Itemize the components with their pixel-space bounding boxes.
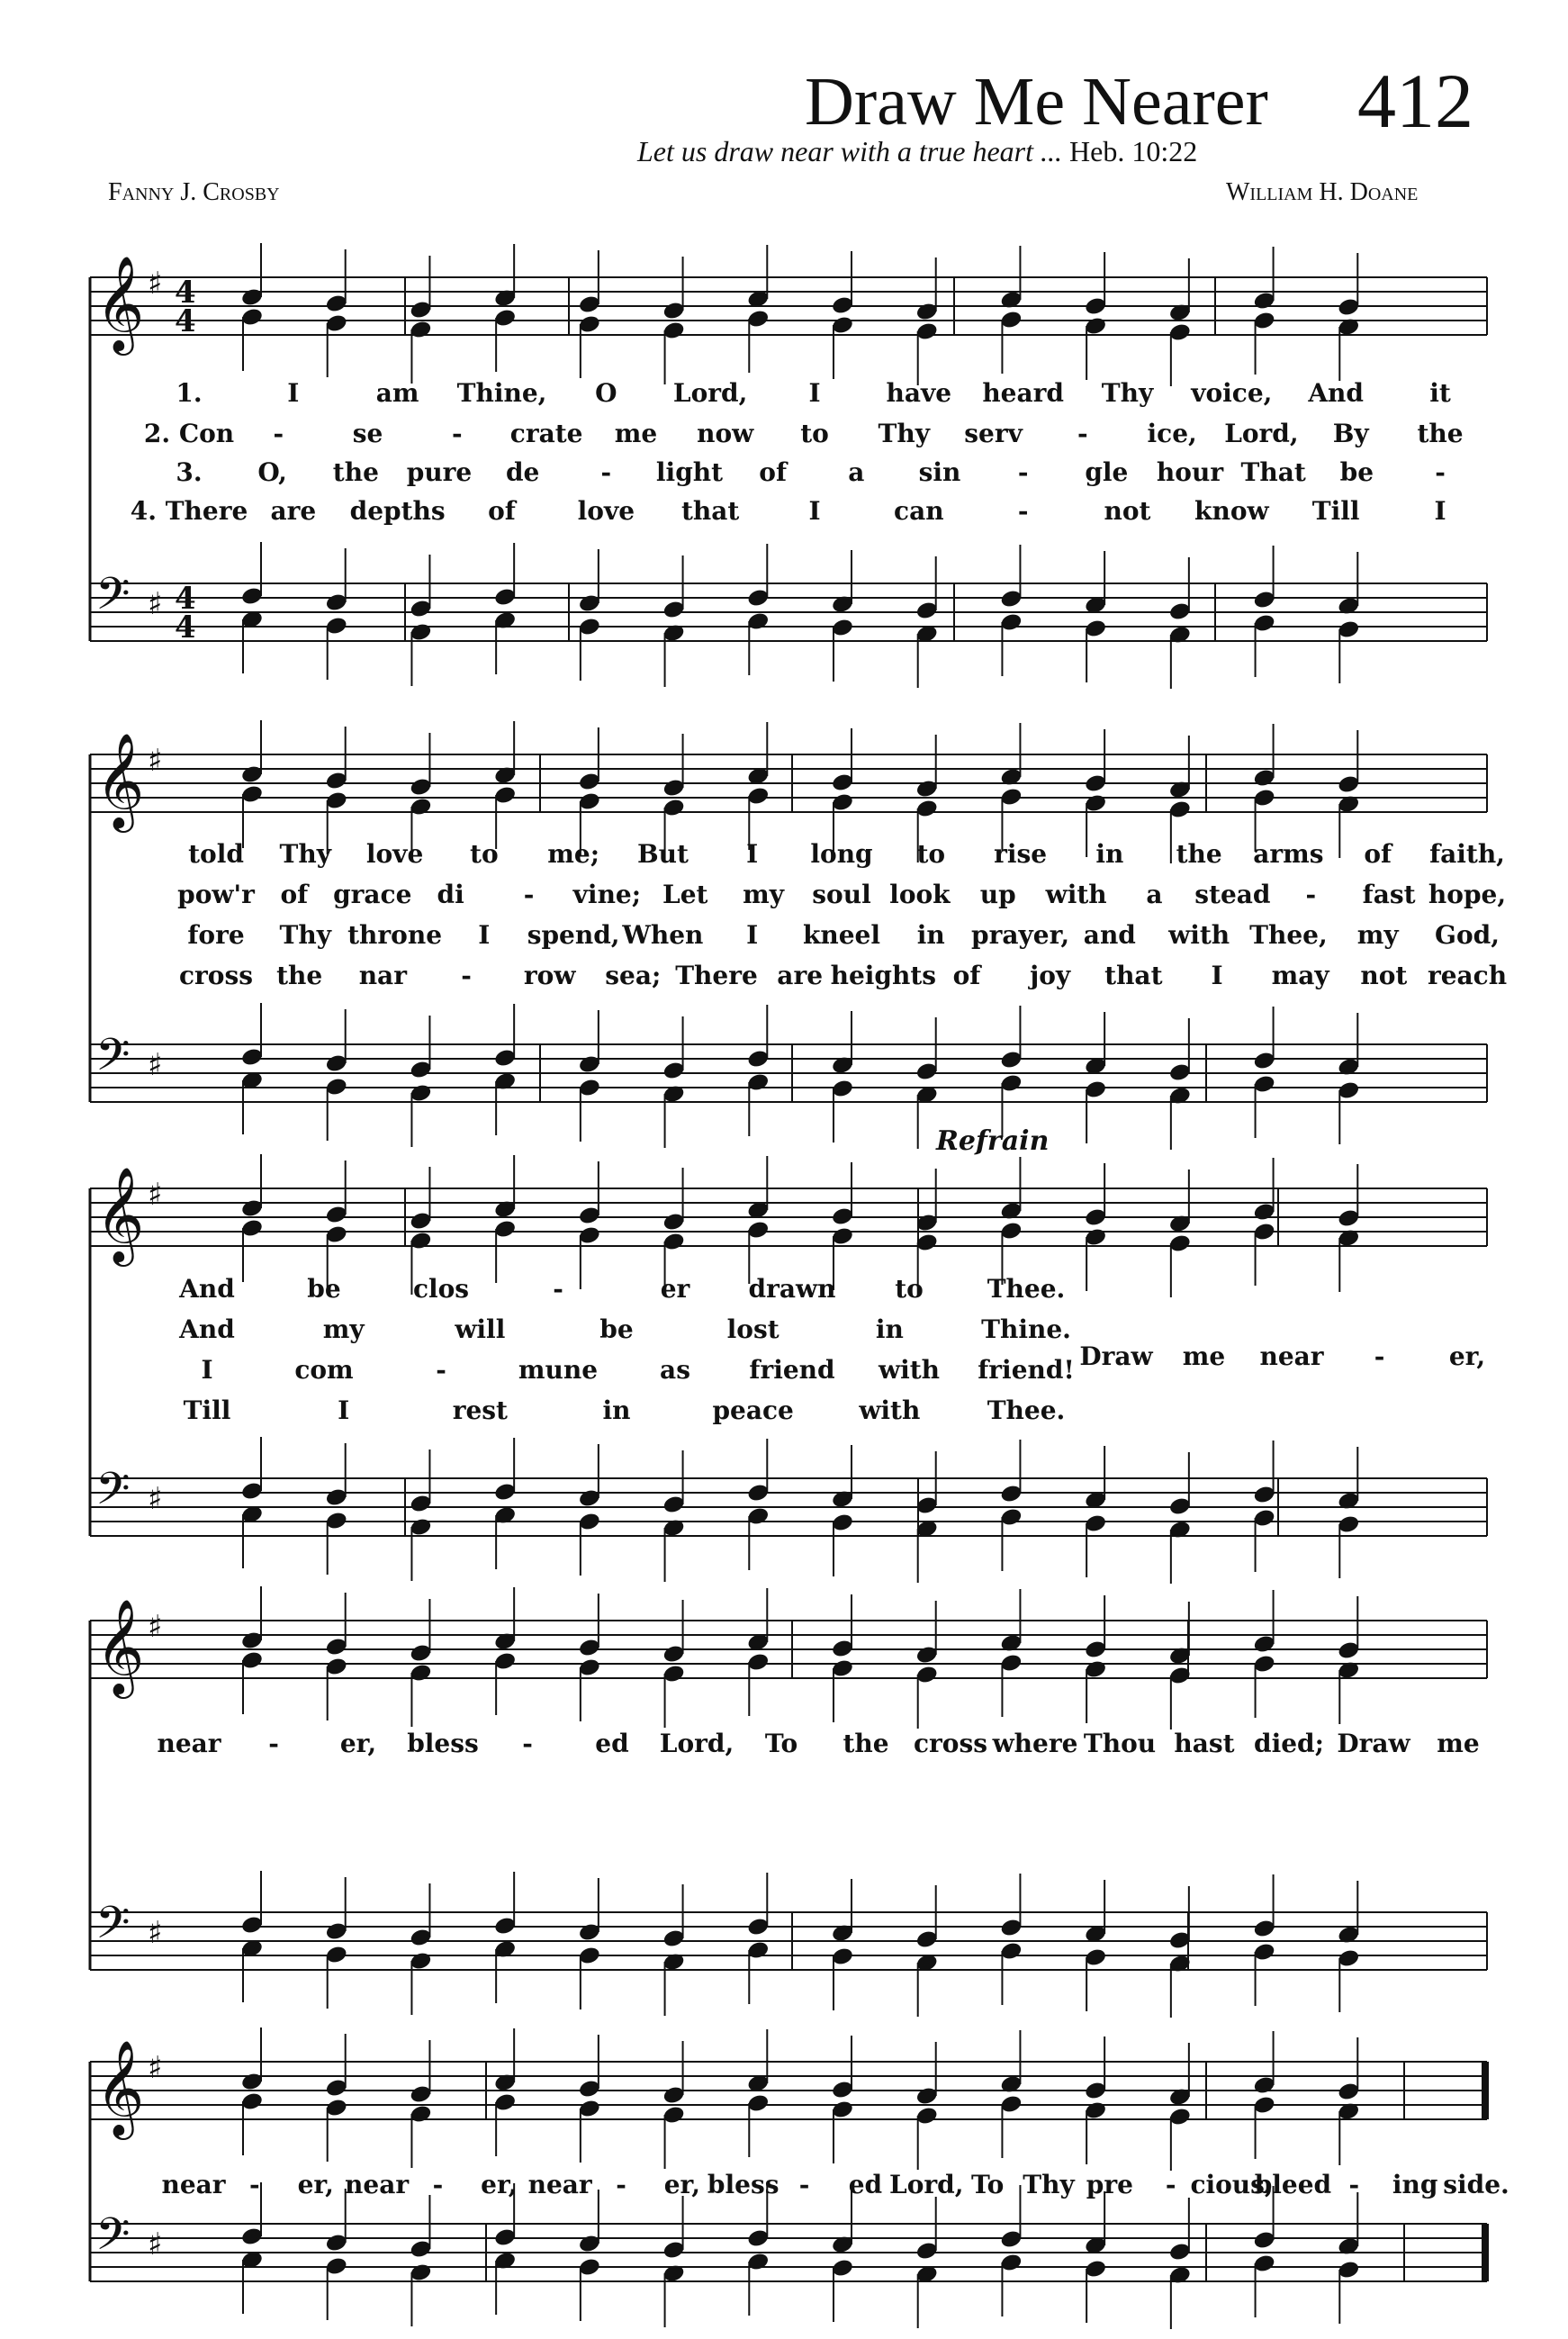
lyric-syllable: look [889,880,951,909]
lyric-syllable: pure [406,457,473,487]
lyric-syllable: er, [297,2170,334,2199]
lyric-syllable: me [614,419,658,448]
epigraph-reference: Heb. 10:22 [1069,135,1198,167]
treble-clef-icon: 𝄞 [95,1598,145,1694]
lyric-syllable: me [1437,1729,1480,1758]
lyric-syllable: depths [349,496,446,526]
lyric-syllable: There [675,961,758,990]
lyric-syllable: ice, [1147,419,1197,448]
time-signature-digit: 4 [175,610,196,646]
lyric-syllable: died; [1254,1729,1324,1758]
lyric-syllable: are [270,496,317,526]
lyric-syllable: Lord, [659,1729,734,1758]
lyric-syllable: - [452,419,463,448]
lyric-syllable: pow'r [177,880,255,909]
lyric-syllable: of [952,961,981,990]
lyric-syllable: I [1434,496,1446,526]
lyric-syllable: grace [333,880,412,909]
lyric-syllable: the [276,961,323,990]
lyric-syllable: - [273,419,284,448]
lyric-syllable: And [179,1274,235,1304]
lyric-syllable: er [660,1274,690,1304]
lyric-syllable: and [1083,920,1136,950]
lyric-syllable: with [1045,880,1107,909]
lyric-syllable: near [157,1729,221,1758]
bass-staff [90,1463,1487,1536]
lyric-syllable: peace [712,1395,794,1425]
composer-credit: William H. Doane [1226,178,1419,206]
lyric-syllable: - [268,1729,279,1758]
lyric-syllable: not [1104,496,1151,526]
lyric-syllable: - [1374,1341,1385,1371]
lyric-syllable: I [1211,961,1223,990]
lyric-syllable: near [1259,1341,1324,1371]
treble-staff [90,255,1487,356]
lyric-syllable: the [1417,419,1464,448]
lyric-syllable: Till [183,1395,231,1425]
lyric-syllable: - [1348,2170,1360,2199]
lyric-syllable: with [1168,920,1230,950]
text-author-credit: Fanny J. Crosby [108,178,280,206]
lyric-syllable: joy [1030,961,1071,990]
lyric-syllable: Thy [279,839,332,869]
lyric-syllable: my [322,1314,365,1344]
lyric-syllable: clos [412,1274,470,1304]
lyric-syllable: Draw [1337,1729,1410,1758]
lyric-syllable: faith, [1429,839,1505,869]
staff-system [90,1586,1487,2018]
sharp-key-signature-icon: ♯ [148,266,163,302]
sharp-key-signature-icon: ♯ [148,2050,163,2086]
lyric-syllable: - [522,1729,533,1758]
lyric-syllable: prayer, [971,920,1070,950]
lyric-syllable: - [523,880,535,909]
sharp-key-signature-icon: ♯ [148,1481,163,1517]
lyric-syllable: sea; [605,961,662,990]
lyric-syllable: am [375,378,419,408]
treble-clef-icon: 𝄞 [95,732,145,828]
lyric-syllable: Draw [1079,1341,1153,1371]
lyric-syllable: of [280,880,309,909]
lyric-syllable: kneel [802,920,881,950]
lyric-syllable: fore [187,920,245,950]
lyric-syllable: of [1364,839,1392,869]
lyric-syllable: - [461,961,472,990]
sharp-key-signature-icon: ♯ [148,2226,163,2262]
lyric-syllable: gle [1085,457,1129,487]
lyric-syllable: - [600,457,612,487]
lyric-syllable: - [1017,496,1029,526]
lyric-syllable: be [307,1274,341,1304]
lyric-syllable: I [808,496,821,526]
lyric-syllable: may [1271,961,1329,990]
lyric-syllable: And [1308,378,1364,408]
lyric-syllable: Thy [279,920,332,950]
lyric-syllable: God, [1435,920,1500,950]
lyric-syllable: Thy [1023,2170,1075,2199]
lyric-syllable: a [848,457,865,487]
lyric-syllable: of [488,496,516,526]
lyric-syllable: light [655,457,724,487]
lyric-syllable: sin [918,457,961,487]
sharp-key-signature-icon: ♯ [148,1915,163,1951]
lyric-syllable: my [743,880,785,909]
lyric-syllable: it [1429,378,1451,408]
lyric-syllable: vine; [572,880,642,909]
lyric-syllable: I [746,839,759,869]
lyric-syllable: heard [982,378,1064,408]
lyric-syllable: throne [347,920,443,950]
sharp-key-signature-icon: ♯ [148,1177,163,1213]
lyric-syllable: - [432,2170,444,2199]
lyric-syllable: That [1240,457,1306,487]
treble-staff [90,1166,1487,1267]
lyric-syllable: - [1077,419,1088,448]
lyric-syllable: friend! [978,1355,1075,1385]
sharp-key-signature-icon: ♯ [148,743,163,779]
lyric-syllable: I [201,1355,213,1385]
lyric-syllable: ed [848,2170,883,2199]
lyric-syllable: the [332,457,379,487]
lyric-syllable: cross [178,961,254,990]
lyric-syllable: rest [452,1395,508,1425]
lyric-syllable: Thee, [1249,920,1328,950]
lyric-syllable: O, [257,457,287,487]
lyric-syllable: have [886,378,952,408]
lyric-syllable: com [294,1355,354,1385]
lyric-syllable: fast [1362,880,1416,909]
lyric-syllable: row [523,961,576,990]
lyric-syllable: with [878,1355,941,1385]
lyric-syllable: 2. Con [143,419,235,448]
treble-staff [90,1598,1487,1699]
lyric-syllable: By [1332,419,1369,448]
lyric-syllable: to [895,1274,924,1304]
lyric-syllable: When [622,920,704,950]
lyric-syllable: ed [595,1729,629,1758]
lyric-syllable: in [916,920,945,950]
lyric-syllable: spend, [527,920,620,950]
lyric-syllable: Thine, [456,378,547,408]
lyric-syllable: - [436,1355,446,1385]
bass-clef-icon: 𝄢 [95,2208,131,2271]
lyric-syllable: er, [339,1729,377,1758]
lyric-syllable: 3. [176,457,203,487]
lyric-syllable: that [1104,961,1163,990]
lyric-syllable: nar [358,961,407,990]
lyric-syllable: Lord, [1224,419,1299,448]
treble-staff [90,732,1487,833]
lyric-syllable: hour [1156,457,1224,487]
lyric-syllable: - [1017,457,1029,487]
lyric-syllable: lost [726,1314,779,1344]
lyric-syllable: the [1176,839,1222,869]
lyric-syllable: to [470,839,499,869]
lyric-syllable: Thee. [987,1274,1066,1304]
lyric-syllable: di [437,880,464,909]
lyric-syllable: I [338,1395,350,1425]
lyric-syllable: Thy [878,419,931,448]
treble-clef-icon: 𝄞 [95,2039,145,2136]
lyric-syllable: as [660,1355,690,1385]
lyric-syllable: serv [964,419,1023,448]
lyric-syllable: To [764,1729,798,1758]
epigraph-text: Let us draw near with a true heart ... [637,135,1063,167]
lyric-syllable: Thou [1083,1729,1157,1758]
bass-clef-icon: 𝄢 [95,568,131,631]
time-signature-digit: 4 [175,303,196,339]
lyric-syllable: 4. There [130,496,248,526]
bass-staff [90,1897,1487,1970]
final-barline [1482,2062,1489,2119]
lyric-syllable: know [1194,496,1269,526]
lyric-syllable: be [599,1314,634,1344]
lyric-syllable: in [1095,839,1124,869]
sharp-key-signature-icon: ♯ [148,1047,163,1083]
lyric-syllable: told [188,839,244,869]
lyric-syllable: pre [1086,2170,1133,2199]
lyric-syllable: reach [1427,961,1508,990]
lyric-syllable: in [875,1314,904,1344]
lyric-syllable: - [553,1274,563,1304]
lyric-syllable: are [777,961,824,990]
lyric-syllable: se [352,419,383,448]
lyric-syllable: my [1356,920,1399,950]
lyric-syllable: - [616,2170,626,2199]
sharp-key-signature-icon: ♯ [148,1609,163,1645]
lyric-syllable: To [970,2170,1005,2199]
lyric-syllable: the [843,1729,889,1758]
lyric-syllable: be [1339,457,1374,487]
lyric-syllable: love [577,496,635,526]
lyric-syllable: Thy [1101,378,1154,408]
lyric-syllable: with [859,1395,921,1425]
lyric-syllable: voice, [1191,378,1273,408]
final-barline [1482,2224,1489,2281]
lyric-syllable: I [746,920,759,950]
lyric-syllable: stead [1194,880,1271,909]
lyric-syllable: - [798,2170,810,2199]
lyric-syllable: me; [547,839,600,869]
lyric-syllable: not [1360,961,1408,990]
bass-staff [90,568,1487,646]
lyric-syllable: to [800,419,829,448]
bass-clef-icon: 𝄢 [95,1897,131,1960]
lyric-syllable: friend [749,1355,835,1385]
lyric-syllable: will [455,1314,506,1344]
treble-clef-icon: 𝄞 [95,255,145,351]
hymn-number: 412 [1357,58,1473,144]
lyric-syllable: Till [1311,496,1360,526]
lyric-syllable: near [161,2170,226,2199]
lyric-syllable: Let [662,880,708,909]
lyric-syllable: can [894,496,944,526]
lyric-syllable: I [808,378,821,408]
lyric-syllable: er, [1448,1341,1486,1371]
treble-clef-icon: 𝄞 [95,1166,145,1262]
lyric-syllable: de [505,457,540,487]
lyric-syllable: Thine. [981,1314,1071,1344]
treble-staff [90,2039,1487,2140]
lyric-syllable: of [759,457,788,487]
lyric-syllable: to [916,839,946,869]
bass-clef-icon: 𝄢 [95,1029,131,1092]
refrain-label: Refrain [936,1125,1050,1157]
bass-staff [90,1029,1487,1102]
lyric-syllable: - [1165,2170,1176,2199]
lyric-syllable: Lord, [889,2170,964,2199]
bass-clef-icon: 𝄢 [95,1463,131,1526]
lyric-syllable: er, [481,2170,518,2199]
lyric-syllable: in [602,1395,631,1425]
time-signature-digit: 4 [175,275,196,311]
lyric-syllable: hast [1174,1729,1235,1758]
lyric-syllable: near [527,2170,592,2199]
lyric-syllable: Thee. [987,1395,1066,1425]
lyric-syllable: But [636,839,689,869]
lyric-syllable: cious, [1190,2170,1274,2199]
lyric-syllable: bless [707,2170,779,2199]
lyric-syllable: bless [407,1729,479,1758]
bass-staff [90,2208,1487,2281]
lyric-syllable: heights [830,961,937,990]
hymn-title: Draw Me Nearer [805,64,1268,140]
lyric-syllable: And [179,1314,235,1344]
lyric-syllable: mune [518,1355,599,1385]
lyric-syllable: hope, [1428,880,1507,909]
lyric-syllable: cross [913,1729,988,1758]
lyric-syllable: bleed [1254,2170,1332,2199]
lyric-syllable: rise [994,839,1048,869]
lyric-syllable: er, [663,2170,700,2199]
lyric-syllable: arms [1253,839,1324,869]
lyric-syllable: that [680,496,740,526]
lyric-syllable: O [595,378,617,408]
lyric-syllable: crate [509,419,583,448]
lyric-syllable: ing [1392,2170,1438,2199]
sharp-key-signature-icon: ♯ [148,586,163,622]
lyric-syllable: 1. [176,378,203,408]
lyric-syllable: a [1146,880,1163,909]
lyric-syllable: I [478,920,491,950]
lyric-syllable: up [979,880,1016,909]
lyric-syllable: - [1305,880,1317,909]
lyric-syllable: soul [812,880,871,909]
lyric-syllable: love [365,839,424,869]
lyric-syllable: Lord, [672,378,748,408]
lyric-syllable: now [697,419,754,448]
lyric-syllable: me [1182,1341,1226,1371]
lyric-syllable: where [992,1729,1078,1758]
lyric-syllable: - [249,2170,260,2199]
time-signature-digit: 4 [175,581,196,617]
lyric-syllable: near [345,2170,410,2199]
lyric-syllable: long [810,839,873,869]
lyric-syllable: side. [1443,2170,1509,2199]
lyric-syllable: I [287,378,300,408]
lyric-syllable: drawn [748,1274,836,1304]
lyric-syllable: - [1435,457,1446,487]
